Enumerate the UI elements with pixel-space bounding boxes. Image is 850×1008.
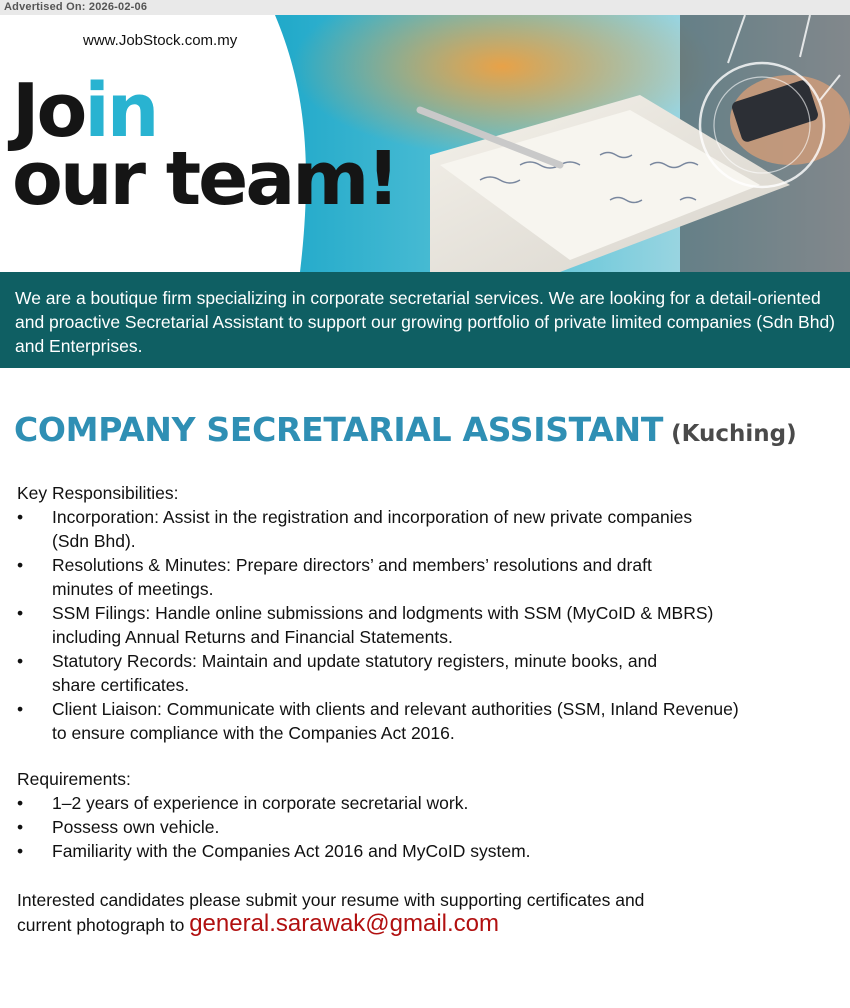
hero-banner bbox=[0, 15, 850, 272]
join-our-team-headline bbox=[12, 68, 398, 222]
list-item: • Incorporation: Assist in the registration and incorporation of new private companies (Sdn Bhd). bbox=[17, 507, 693, 551]
responsibilities-section bbox=[17, 481, 739, 745]
list-item: • 1–2 years of experience in corporate secretarial work. bbox=[17, 793, 469, 813]
list-item: • Statutory Records: Maintain and update statutory registers, minute books, and share certificates. bbox=[17, 651, 658, 695]
contact-email-link[interactable]: general.sarawak@gmail.com bbox=[189, 910, 500, 937]
bullet: • bbox=[17, 603, 24, 623]
bullet: • bbox=[17, 651, 24, 671]
company-intro-text: We are a boutique firm specializing in corporate secretarial services. We are looking for a detail-oriented and proactive Secretarial Assistant to support our growing portfolio of private limited companies (Sdn Bhd) and Enterprises. bbox=[15, 288, 836, 356]
requirements-section bbox=[17, 767, 531, 863]
bullet: • bbox=[17, 555, 24, 575]
job-title bbox=[14, 410, 797, 449]
requirements-heading: Requirements: bbox=[17, 769, 131, 789]
list-item: • Resolutions & Minutes: Prepare directors’ and members’ resolutions and draft minutes of meetings. bbox=[17, 555, 652, 599]
list-item: • SSM Filings: Handle online submissions and lodgments with SSM (MyCoID & MBRS) including Annual Returns and Financial Statements. bbox=[17, 603, 714, 647]
headline-our-team: our team! bbox=[12, 136, 398, 222]
bullet: • bbox=[17, 817, 24, 837]
responsibilities-heading: Key Responsibilities: bbox=[17, 483, 179, 503]
company-intro-band bbox=[0, 272, 850, 368]
application-instructions bbox=[17, 888, 644, 937]
job-location: (Kuching) bbox=[671, 421, 797, 447]
job-title-text: COMPANY SECRETARIAL ASSISTANT bbox=[14, 410, 664, 449]
advertised-date: Advertised On: 2026-02-06 bbox=[4, 1, 148, 13]
bullet: • bbox=[17, 507, 24, 527]
list-item: • Familiarity with the Companies Act 2016 and MyCoID system. bbox=[17, 841, 531, 861]
headline-in: in bbox=[84, 68, 157, 154]
advertised-date-bar bbox=[0, 0, 850, 15]
contact-line-2: current photograph to bbox=[17, 915, 190, 935]
bullet: • bbox=[17, 699, 24, 719]
bullet: • bbox=[17, 841, 24, 861]
list-item: • Client Liaison: Communicate with clients and relevant authorities (SSM, Inland Revenue) to ensure compliance with the Companies Act 2016. bbox=[17, 699, 739, 743]
list-item: • Possess own vehicle. bbox=[17, 817, 220, 837]
headline-jo: Jo bbox=[12, 68, 85, 154]
contact-line-1: Interested candidates please submit your resume with supporting certificates and bbox=[17, 890, 645, 910]
bullet: • bbox=[17, 793, 24, 813]
website-url: www.JobStock.com.my bbox=[83, 32, 238, 49]
